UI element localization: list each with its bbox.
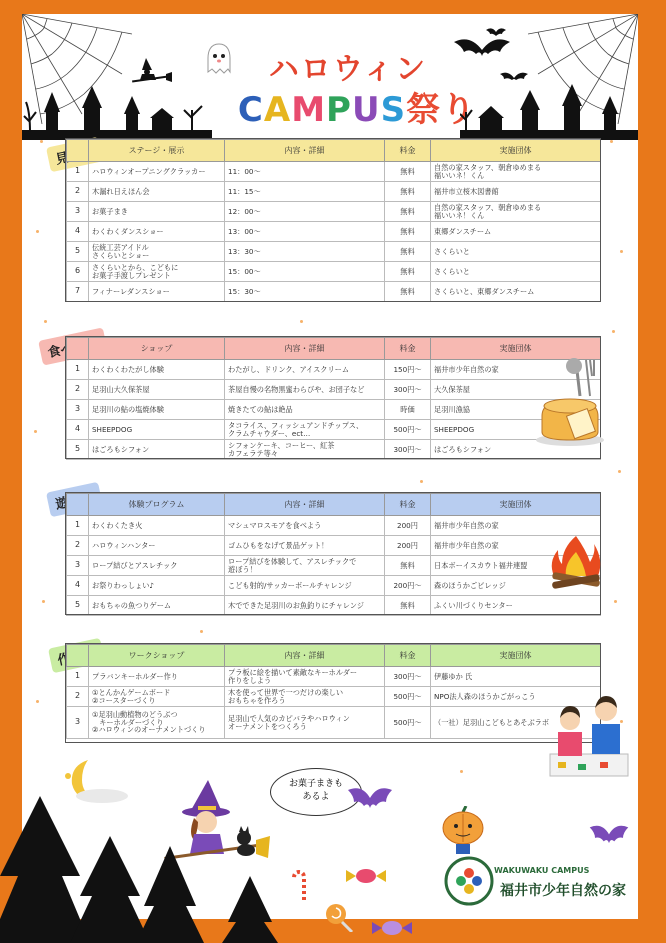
row-org: 大久保茶屋 (431, 380, 601, 400)
decorative-dot (36, 700, 39, 703)
col-header: 実施団体 (431, 140, 601, 162)
section-tag-tsukuru: 作る！ (48, 638, 105, 673)
row-org: 東郷ダンスチーム (431, 222, 601, 242)
row-detail: シフォンケーキ、コーヒー、紅茶 カフェラテ等々 (225, 440, 385, 460)
row-detail: 11：15〜 (225, 182, 385, 202)
row-fee: 150円〜 (385, 360, 431, 380)
play-table-frame (65, 492, 601, 615)
pumpkin-mascot-icon (440, 806, 486, 854)
logo-name: 福井市少年自然の家 (500, 883, 626, 899)
row-org: 伊藤ゆか 氏 (431, 667, 601, 687)
row-number: 7 (67, 282, 89, 302)
row-detail: マシュマロスモアを食べよう (225, 516, 385, 536)
row-org: SHEEPDOG (431, 420, 601, 440)
section-tag-miru: 見る！ (46, 137, 103, 172)
row-detail: タコライス、フィッシュアンドチップス、 クラムチャウダー、ect… (225, 420, 385, 440)
row-org: はごろもシフォン (431, 440, 601, 460)
row-name: おもちゃの魚つりゲーム (89, 596, 225, 616)
col-header: 料金 (385, 140, 431, 162)
stage-table-frame (65, 138, 601, 302)
row-name: SHEEPDOG (89, 420, 225, 440)
col-header: 実施団体 (431, 338, 601, 360)
row-number: 3 (67, 202, 89, 222)
row-name: ハロウィンハンター (89, 536, 225, 556)
col-header: 実施団体 (431, 494, 601, 516)
title-letter: A (263, 90, 292, 130)
row-number: 5 (67, 596, 89, 616)
row-org: ふくい川づくりセンター (431, 596, 601, 616)
decorative-dot (618, 470, 621, 473)
row-fee: 500円〜 (385, 707, 431, 739)
row-number: 2 (67, 536, 89, 556)
row-org: 福井市少年自然の家 (431, 536, 601, 556)
title-halloween: ハロウィン (268, 52, 428, 87)
decorative-dot (614, 600, 617, 603)
row-detail: 木でできた足羽川のお魚釣りにチャレンジ (225, 596, 385, 616)
col-header: ステージ・展示 (89, 140, 225, 162)
col-header: ショップ (89, 338, 225, 360)
row-org: （一社）足羽山こどもとあそぶラボ (431, 707, 601, 739)
row-name: わくわくたき火 (89, 516, 225, 536)
row-fee: 無料 (385, 222, 431, 242)
row-number: 2 (67, 380, 89, 400)
decorative-dot (610, 140, 613, 143)
row-fee: 無料 (385, 242, 431, 262)
row-fee: 500円〜 (385, 420, 431, 440)
row-fee: 無料 (385, 262, 431, 282)
row-name: ロープ結びとアスレチック (89, 556, 225, 576)
row-name: 伝統工芸アイドル さくらいとショー (89, 242, 225, 262)
bats-icon (452, 28, 532, 88)
haunted-skyline-left-icon (22, 82, 212, 140)
row-org: 福井市立桜木図書館 (431, 182, 601, 202)
haunted-skyline-right-icon (460, 82, 638, 140)
row-detail: 12：00〜 (225, 202, 385, 222)
row-fee: 無料 (385, 202, 431, 222)
row-name: ①足羽山動植物のどうぶつ キーホルダーづくり ②ハロウィンのオーナメントづくり (89, 707, 225, 739)
section-tag-taberu: 食べる！ (38, 327, 108, 365)
col-header: ワークショップ (89, 645, 225, 667)
row-fee: 無料 (385, 182, 431, 202)
row-name: フィナーレダンスショー (89, 282, 225, 302)
logo-emblem-icon (444, 856, 494, 906)
row-detail: 15：00〜 (225, 262, 385, 282)
decorative-dot (620, 250, 623, 253)
row-name: 木漏れ日えほん会 (89, 182, 225, 202)
dark-trees-icon (0, 796, 290, 943)
logo-top-text: WAKUWAKU CAMPUS (494, 866, 590, 875)
row-number: 5 (67, 440, 89, 460)
section-tag-asobu: 遊ぶ！ (46, 482, 103, 517)
row-detail: 11：00〜 (225, 162, 385, 182)
row-org: さくらいと (431, 242, 601, 262)
row-number: 3 (67, 400, 89, 420)
row-name: さくらいとから、こどもに お菓子手渡しプレゼント (89, 262, 225, 282)
row-number: 1 (67, 162, 89, 182)
row-fee: 200円 (385, 516, 431, 536)
row-number: 5 (67, 242, 89, 262)
col-header: 体験プログラム (89, 494, 225, 516)
decorative-dot (36, 230, 39, 233)
decorative-dot (42, 600, 45, 603)
row-org: 足羽川漁協 (431, 400, 601, 420)
title-letter: M (291, 90, 327, 130)
craft-table-frame (65, 643, 601, 743)
row-detail: 焼きたての鮎は絶品 (225, 400, 385, 420)
purple-bat-icon (588, 822, 630, 852)
row-fee: 時価 (385, 400, 431, 420)
row-fee: 無料 (385, 596, 431, 616)
row-name: わくわくわたがし体験 (89, 360, 225, 380)
title-letter: 祭 (406, 90, 442, 130)
row-fee: 無料 (385, 282, 431, 302)
row-detail: 茶屋自慢の名物黒蜜わらびや、お団子など (225, 380, 385, 400)
col-header: 料金 (385, 645, 431, 667)
row-number: 1 (67, 360, 89, 380)
chiffon-cake-icon (530, 356, 610, 448)
col-header: 実施団体 (431, 645, 601, 667)
row-number: 2 (67, 182, 89, 202)
row-fee: 300円〜 (385, 440, 431, 460)
decorative-dot (200, 630, 203, 633)
row-fee: 300円〜 (385, 380, 431, 400)
campfire-icon (546, 532, 606, 594)
row-number: 1 (67, 516, 89, 536)
title-campus-matsuri (212, 82, 502, 131)
row-fee: 500円〜 (385, 687, 431, 707)
col-header: 内容・詳細 (225, 338, 385, 360)
decorative-dot (40, 140, 43, 143)
row-org: さくらいと、東郷ダンスチーム (431, 282, 601, 302)
col-header: 料金 (385, 338, 431, 360)
row-name: 足羽山大久保茶屋 (89, 380, 225, 400)
row-name: 足羽川の鮎の塩焼体験 (89, 400, 225, 420)
decorative-dot (460, 770, 463, 773)
title-letter: り (441, 90, 477, 130)
kids-crafting-icon (548, 692, 630, 780)
row-detail: プラ板に絵を描いて素敵なキーホルダー 作りをしよう (225, 667, 385, 687)
row-number: 4 (67, 222, 89, 242)
row-name: ①とんかんゲームボード ②コースターづくり (89, 687, 225, 707)
row-detail: わたがし、ドリンク、アイスクリーム (225, 360, 385, 380)
decorative-dot (612, 330, 615, 333)
row-org: 日本ボーイスカウト福井連盟 (431, 556, 601, 576)
row-org: 福井市少年自然の家 (431, 360, 601, 380)
row-org: 自然の家スタッフ、朝倉ゆめまる 福いいネ！くん (431, 162, 601, 182)
col-header: 料金 (385, 494, 431, 516)
row-fee: 300円〜 (385, 667, 431, 687)
row-detail: 13：30〜 (225, 242, 385, 262)
row-org: 森のほうかごビレッジ (431, 576, 601, 596)
row-number: 1 (67, 667, 89, 687)
row-fee: 無料 (385, 556, 431, 576)
row-name: わくわくダンスショー (89, 222, 225, 242)
row-org: NPO法人森のほうかごがっこう (431, 687, 601, 707)
ghost-icon (204, 42, 234, 76)
row-number: 3 (67, 556, 89, 576)
row-name: はごろもシフォン (89, 440, 225, 460)
row-fee: 200円 (385, 536, 431, 556)
row-number: 2 (67, 687, 89, 707)
row-number: 4 (67, 576, 89, 596)
speech-text: お菓子まきも あるよ (288, 779, 343, 802)
title-letter: C (237, 90, 264, 130)
row-number: 4 (67, 420, 89, 440)
row-name: お菓子まき (89, 202, 225, 222)
decorative-dot (44, 320, 47, 323)
row-detail: こども射的/サッカーボールチャレンジ (225, 576, 385, 596)
title-letter: U (351, 90, 381, 130)
candy-icon (372, 918, 412, 938)
title-letter: S (380, 90, 407, 130)
row-detail: ロープ結びを体験して、アスレチックで 遊ぼう！ (225, 556, 385, 576)
candy-icon (346, 866, 386, 886)
row-detail: 13：00〜 (225, 222, 385, 242)
row-name: お祭りわっしょい♪ (89, 576, 225, 596)
row-number: 6 (67, 262, 89, 282)
col-header: 内容・詳細 (225, 494, 385, 516)
purple-bat-icon (346, 784, 394, 818)
decorative-dot (300, 320, 303, 323)
row-fee: 無料 (385, 162, 431, 182)
row-number: 3 (67, 707, 89, 739)
row-detail: 木を使って世界で一つだけの楽しい おもちゃを作ろう (225, 687, 385, 707)
food-table-frame (65, 336, 601, 459)
decorative-dot (420, 480, 423, 483)
row-name: プラバンキーホルダー作り (89, 667, 225, 687)
row-name: ハロウィンオープニングクラッカー (89, 162, 225, 182)
title-letter: P (326, 90, 352, 130)
col-header: 内容・詳細 (225, 645, 385, 667)
row-detail: ゴムひもをなげて景品ゲット！ (225, 536, 385, 556)
row-detail: 15：30〜 (225, 282, 385, 302)
row-org: 福井市少年自然の家 (431, 516, 601, 536)
row-detail: 足羽山で人気のカピバラやハロウィン オーナメントをつくろう (225, 707, 385, 739)
col-header: 内容・詳細 (225, 140, 385, 162)
lollipop-icon (324, 902, 354, 932)
row-fee: 200円〜 (385, 576, 431, 596)
row-org: 自然の家スタッフ、朝倉ゆめまる 福いいネ！くん (431, 202, 601, 222)
candy-cane-icon (292, 870, 310, 902)
row-org: さくらいと (431, 262, 601, 282)
decorative-dot (34, 430, 37, 433)
